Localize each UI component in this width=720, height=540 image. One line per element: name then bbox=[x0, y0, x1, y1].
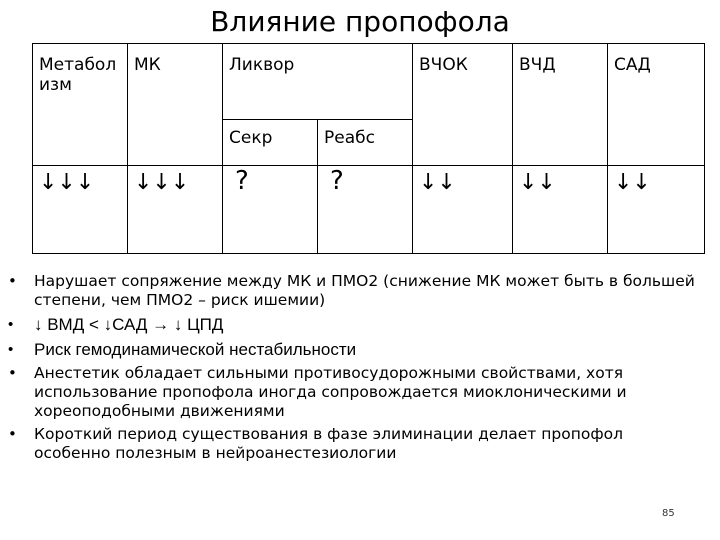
header-metabolism: Метабол изм bbox=[33, 44, 128, 166]
propofol-effects-table bbox=[32, 43, 705, 254]
slide-title: Влияние пропофола bbox=[210, 5, 510, 38]
bullet-dot-icon: • bbox=[8, 425, 17, 443]
bullet-list bbox=[8, 272, 698, 467]
value-mk: ↓↓↓ bbox=[128, 166, 223, 254]
bullet-dot-icon: • bbox=[8, 316, 14, 333]
header-vchd: ВЧД bbox=[513, 44, 608, 166]
header-mk: МК bbox=[128, 44, 223, 166]
bullet-dot-icon: • bbox=[8, 272, 17, 290]
value-sad: ↓↓ bbox=[608, 166, 705, 254]
bullet-item: • Короткий период существования в фазе элиминации делает пропофол особенно полезным в нейроанестезиологии bbox=[8, 425, 623, 462]
value-secretion: ? bbox=[223, 166, 318, 254]
bullet-item: • ↓ ВМД < ↓САД → ↓ ЦПД bbox=[8, 315, 224, 334]
header-vchok: ВЧОК bbox=[413, 44, 513, 166]
bullet-item: • Риск гемодинамической нестабильности bbox=[8, 340, 357, 359]
header-sad: САД bbox=[608, 44, 705, 166]
bullet-dot-icon: • bbox=[8, 364, 17, 382]
subheader-reabsorption: Реабс bbox=[318, 120, 413, 166]
header-liquor: Ликвор bbox=[223, 44, 413, 120]
value-reabsorption: ? bbox=[318, 166, 413, 254]
page-number: 85 bbox=[662, 508, 675, 519]
value-metabolism: ↓↓↓ bbox=[33, 166, 128, 254]
value-vchd: ↓↓ bbox=[513, 166, 608, 254]
value-vchok: ↓↓ bbox=[413, 166, 513, 254]
bullet-dot-icon: • bbox=[8, 341, 14, 358]
bullet-item: • Анестетик обладает сильными противосудорожными свойствами, хотя использование пропофола иногда сопровождается миоклоническими и хореоподобными движениями bbox=[8, 364, 627, 420]
bullet-item: • Нарушает сопряжение между МК и ПМО2 (снижение МК может быть в большей степени, чем ПМО2 – риск ишемии) bbox=[8, 272, 695, 309]
subheader-secretion: Секр bbox=[223, 120, 318, 166]
